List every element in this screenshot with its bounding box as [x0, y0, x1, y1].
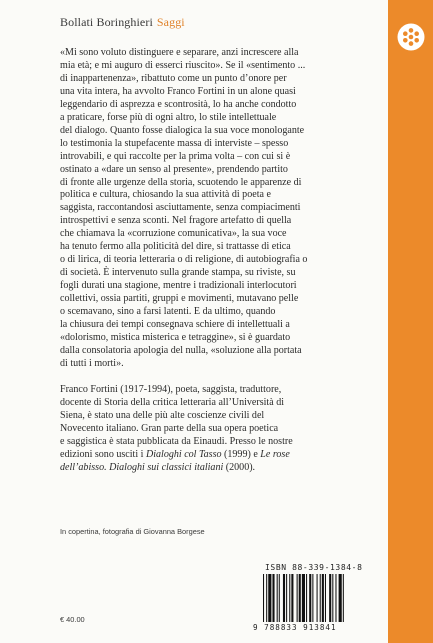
bio-line: Novecento italiano. Gran parte della sua opera poetica: [60, 422, 279, 434]
blurb-line: o di lirica, di teoria letteraria o di religione, di autobiografia o: [60, 254, 308, 266]
barcode-bar: [320, 574, 321, 622]
bio-text: edizioni sono usciti i: [60, 448, 146, 460]
barcode-bar: [289, 574, 290, 622]
barcode-digits: 9 788833 913841: [253, 623, 337, 632]
blurb-line: introspettivi e senza sconti. Nel fragore artefatto di quella: [60, 215, 292, 227]
barcode-bar: [332, 574, 333, 622]
price-label: € 40.00: [60, 615, 85, 624]
barcode-bar: [339, 574, 342, 622]
blurb-line: dalla consolatoria apologia del nulla, «soluzione alla portata: [60, 344, 302, 356]
blurb-line: fogli durati una stagione, mentre i tradizionali interlocutori: [60, 280, 297, 292]
barcode-bar: [302, 574, 305, 622]
orange-spine-stripe: [388, 0, 433, 643]
barcode-bar: [297, 574, 298, 622]
cover-header: [60, 15, 185, 30]
barcode-bar: [268, 574, 271, 622]
barcode-bar: [279, 574, 280, 622]
barcode-bar: [286, 574, 287, 622]
barcode-bar: [343, 574, 344, 622]
blurb-line: introvabili, e qui raccolte per la prima volta – con cui si è: [60, 150, 291, 162]
bio-line: [60, 449, 382, 462]
barcode-bar: [329, 574, 331, 622]
barcode-bar: [277, 574, 278, 622]
barcode-bar: [322, 574, 324, 622]
barcode-bar: [309, 574, 311, 622]
barcode-bar: [263, 574, 264, 622]
barcode-bar: [335, 574, 336, 622]
cover-photo-credit: In copertina, fotografia di Giovanna Borgese: [60, 527, 205, 536]
bio-line: e saggistica è stata pubblicata da Einaudi. Presso le nostre: [60, 435, 293, 447]
barcode-bar: [306, 574, 307, 622]
blurb-line: la chiusura dei tempi consegnava schiere di intellettuali a: [60, 319, 290, 331]
bio-text: (1999) e: [221, 448, 261, 460]
barcode-bar: [317, 574, 318, 622]
bio-line: Franco Fortini (1917-1994), poeta, saggista, traduttore,: [60, 384, 282, 395]
series-name: Saggi: [156, 15, 185, 29]
barcode-bar: [312, 574, 313, 622]
book-title-dellabisso: dell’abisso. Dialoghi sui classici italiani: [60, 461, 224, 473]
blurb-line: mia età; e mi auguro di esserci riuscito». Se il «sentimento ...: [60, 59, 306, 71]
bio-line: docente di Storia della critica letteraria all’Università di: [60, 396, 285, 408]
blurb-text: [60, 47, 382, 371]
blurb-line: saggista, raccontandosi asciuttamente, senza compiacimenti: [60, 202, 301, 214]
blurb-line: «Mi sono voluto distinguere e separare, anzi increscere alla: [60, 47, 299, 58]
barcode-bar: [325, 574, 326, 622]
blurb-line: lo testimonia la stupefacente massa di interviste – spesso: [60, 137, 289, 149]
book-title-dialoghi-col-tasso: Dialoghi col Tasso: [145, 448, 222, 460]
barcode-bar: [299, 574, 301, 622]
publisher-name: Bollati Boringhieri: [60, 15, 153, 29]
blurb-line: di inappartenenza», ribattuto come un punto d’onore per: [60, 72, 287, 84]
bio-text: (2000).: [223, 461, 256, 473]
blurb-line: di tutti i morti».: [60, 357, 124, 369]
barcode-bar: [283, 574, 285, 622]
blurb-line: collettivi, ossia partiti, gruppi e movimenti, mutavano pelle: [60, 293, 299, 305]
publisher-logo-icon: [396, 22, 426, 52]
blurb-line: ha tenuto fermo alla politicità del dire, si trattasse di etica: [60, 241, 291, 253]
barcode-icon: [262, 574, 380, 622]
author-bio: [60, 384, 382, 475]
blurb-line: una vita intera, ha avvolto Franco Fortini in un alone quasi: [60, 85, 296, 97]
isbn-label: ISBN 88-339-1384-8: [265, 563, 363, 572]
blurb-line: «dolorismo, mistica misterica e tetraggine», si è guardato: [60, 331, 291, 343]
blurb-line: o scemavano, sino a farsi latenti. E da ultimo, quando: [60, 306, 276, 318]
barcode-bar: [291, 574, 293, 622]
blurb-line: ostinato a «dare un senso al presente», prendendo partito: [60, 163, 288, 175]
book-title-le-rose: Le rose: [260, 448, 290, 460]
bio-line: Siena, è stato una delle più alte coscienze civili del: [60, 409, 265, 421]
blurb-line: politica e cultura, chiosando la sua attività di poeta e: [60, 189, 271, 201]
blurb-line: che chiamava la «corruzione comunicativa», la sua voce: [60, 228, 287, 240]
barcode-bar: [272, 574, 274, 622]
bio-line: [60, 462, 382, 475]
blurb-line: leggendario di asprezza e scontrosità, lo ha anche condotto: [60, 98, 297, 110]
barcode-bar: [266, 574, 267, 622]
blurb-line: di fronte alle urgenze della storia, scuotendo le apparenze di: [60, 176, 302, 188]
blurb-line: a praticare, forse più di ogni altro, lo stile intellettuale: [60, 111, 277, 123]
blurb-line: del dialogo. Quanto fosse dialogica la sua voce monologante: [60, 124, 305, 136]
blurb-line: di società. È intervenuto sulla grande stampa, su riviste, su: [60, 267, 296, 279]
